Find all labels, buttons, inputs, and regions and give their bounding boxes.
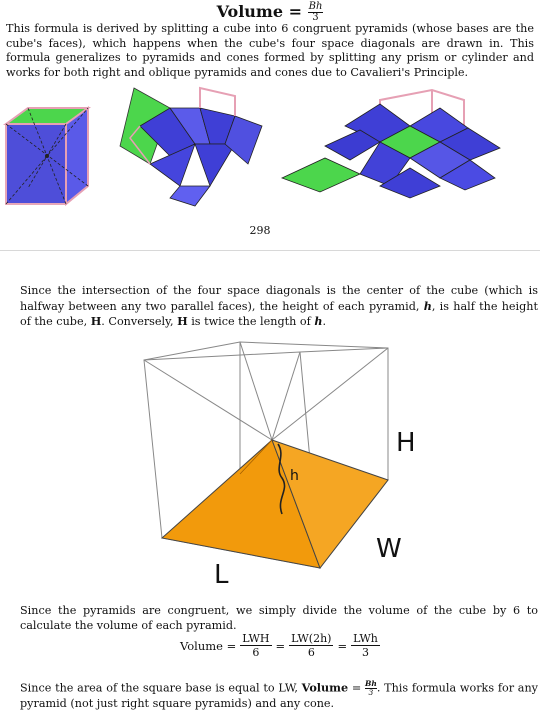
title-fraction-num: Bh — [308, 1, 323, 12]
para4-volume: Volume — [301, 680, 349, 695]
para2-text-1: Since the intersection of the four space diagonals is the center of the cube (which is halfway between any two parallel faces), the height of each pyramid, — [20, 284, 538, 313]
para2-text-3: . Conversely, — [101, 315, 178, 329]
para4-frac-den: 3 — [368, 688, 374, 697]
para2-h-1: h — [423, 298, 432, 313]
page-title — [0, 2, 540, 23]
equation-lhs: Volume = — [180, 638, 237, 653]
para2-text-4: is twice the length of — [187, 315, 315, 329]
f3-num: LWh — [353, 632, 378, 645]
congruent-paragraph: Since the pyramids are congruent, we simply divide the volume of the cube by 6 to calculate the volume of each pyramid. — [20, 604, 538, 632]
title-fraction — [308, 2, 324, 23]
para4-fraction — [365, 680, 377, 697]
cube-pyramids-illustration — [0, 86, 540, 216]
unfolding-pyramids-figure — [120, 88, 262, 206]
title-fraction-den: 3 — [312, 12, 319, 23]
page-divider — [0, 250, 540, 251]
f1-num: LWH — [242, 632, 270, 645]
f2-num: LW(2h) — [291, 632, 332, 645]
equation-fraction-1 — [240, 632, 271, 659]
para2-text-5: . — [322, 315, 327, 329]
para4-text-2: . This formula works for any pyramid (not just right square pyramids) and any cone. — [20, 681, 538, 710]
f2-den: 6 — [307, 646, 315, 659]
conclusion-paragraph — [20, 680, 538, 712]
label-h-height: h — [290, 468, 299, 484]
equation-equals-2: = — [275, 638, 286, 653]
label-L-length: L — [214, 560, 229, 590]
f1-den: 6 — [252, 646, 260, 659]
flattened-pyramids-figure — [282, 90, 500, 198]
para2-text-2: , is half the height of the cube, — [20, 299, 538, 329]
equation-fraction-3 — [351, 632, 380, 659]
diagonal-paragraph — [20, 284, 538, 330]
para2-H-1: H — [90, 314, 102, 329]
para4-frac-num: Bh — [365, 679, 377, 688]
equation-fraction-2 — [289, 632, 333, 659]
label-H-height: H — [396, 428, 416, 458]
cube-split-figure — [6, 108, 88, 204]
page-number: 298 — [249, 224, 271, 237]
f3-den: 3 — [362, 646, 369, 659]
label-W-width: W — [376, 534, 402, 564]
title-prefix: Volume = — [216, 2, 303, 21]
equation-equals-3: = — [337, 638, 348, 653]
intro-paragraph: This formula is derived by splitting a cube into 6 congruent pyramids (whose bases are the cube's faces), which happens when the cube's four space diagonals are drawn in. This formula generalizes to pyramids and cones formed by splitting any prism or cylinder and works for both right and oblique pyramids and cones due to Cavalieri's Principle. — [6, 22, 534, 79]
para4-equals: = — [348, 681, 366, 695]
para2-h-2: h — [314, 314, 323, 329]
para4-text-1: Since the area of the square base is equal to LW, — [20, 681, 302, 695]
volume-equation — [180, 632, 380, 659]
para2-H-2: H — [177, 314, 188, 329]
